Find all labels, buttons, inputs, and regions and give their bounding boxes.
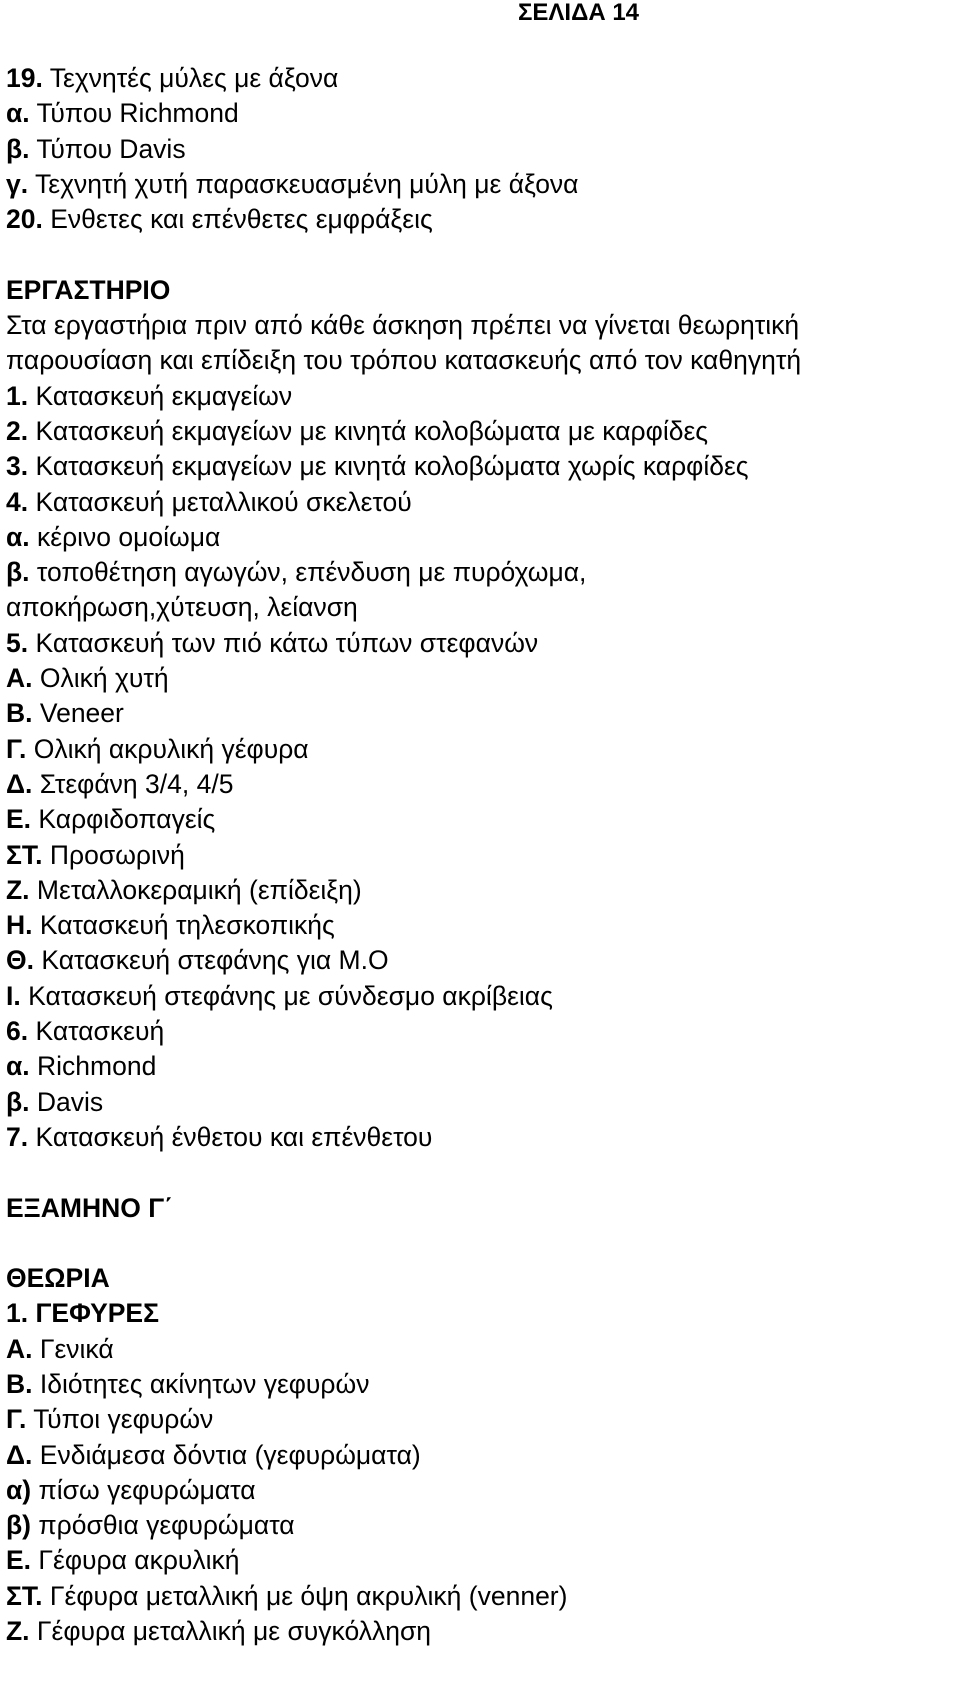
item-number: Θ. [6,945,34,976]
item-text: πίσω γεφυρώματα [31,1474,256,1505]
list-item [6,626,954,661]
list-item [6,555,954,590]
list-item [6,661,954,696]
list-item [6,1367,954,1402]
lab-heading: ΕΡΓΑΣΤΗΡΙΟ [6,274,171,305]
list-item [6,1120,954,1155]
item-text: Στεφάνη 3/4, 4/5 [32,768,234,799]
item-number: 3. [6,451,29,482]
item-number: Γ. [6,1404,27,1435]
item-text: Κατασκευή [28,1016,165,1047]
item-text: Τεχνητή χυτή παρασκευασμένη μύλη με άξονα [28,168,579,199]
item-text: Γέφυρα ακρυλική [31,1545,240,1576]
item-number: Η. [6,910,33,941]
item-number: 20. [6,204,43,235]
spacer [6,1155,954,1190]
list-item [6,132,954,167]
list-item [6,414,954,449]
item-number: Ι. [6,980,21,1011]
item-text: Γέφυρα μεταλλική με συγκόλληση [29,1616,432,1647]
item-text: Ιδιότητες ακίνητων γεφυρών [32,1368,370,1399]
list-item [6,1508,954,1543]
item-text: Τύπου Richmond [29,98,239,129]
item-text: Κατασκευή εκμαγείων με κινητά κολοβώματα χωρίς καρφίδες [28,451,749,482]
item-text: Προσωρινή [42,839,185,870]
item-text: Ενθετες και επένθετες εμφράξεις [42,204,433,235]
item-number: Ε. [6,804,32,835]
item-number: α. [6,1051,30,1082]
theory-heading: ΘΕΩΡΙΑ [6,1263,110,1294]
list-item [6,1473,954,1508]
item-text: Richmond [29,1051,157,1082]
document-body [6,61,954,1649]
item-number: 6. [6,1016,29,1047]
list-item [6,1085,954,1120]
item-number: α. [6,521,30,552]
item-text: κέρινο ομοίωμα [29,521,221,552]
item-number: 4. [6,486,29,517]
item-text: Davis [29,1086,104,1117]
list-item [6,732,954,767]
item-text: Κατασκευή ένθετου και επένθετου [28,1121,433,1152]
list-item [6,1438,954,1473]
list-item [6,449,954,484]
item-text: Κατασκευή στεφάνης με σύνδεσμο ακρίβειας [20,980,553,1011]
bridges-subheading: 1. ΓΕΦΥΡΕΣ [6,1298,160,1329]
semester-heading: ΕΞΑΜΗΝΟ Γ΄ [6,1192,173,1223]
list-item-continuation [6,590,954,625]
item-text: Τύπου Davis [29,133,186,164]
list-item [6,1579,954,1614]
item-text: πρόσθια γεφυρώματα [31,1510,295,1541]
list-item [6,1049,954,1084]
list-item [6,202,954,237]
list-item [6,979,954,1014]
item-number: 1. [6,380,29,411]
list-item [6,943,954,978]
list-item [6,1402,954,1437]
lab-intro-line: παρουσίαση και επίδειξη του τρόπου κατασκευής από τον καθηγητή [6,345,802,376]
list-item [6,96,954,131]
list-item [6,1543,954,1578]
item-number: Β. [6,698,33,729]
lab-intro-line: Στα εργαστήρια πριν από κάθε άσκηση πρέπει να γίνεται θεωρητική [6,310,800,341]
item-text: Κατασκευή τηλεσκοπικής [32,910,335,941]
spacer [6,237,954,272]
item-text: Κατασκευή εκμαγείων με κινητά κολοβώματα με καρφίδες [28,415,709,446]
list-item [6,1332,954,1367]
item-text: Veneer [32,698,124,729]
item-text: Γέφυρα μεταλλική με όψη ακρυλική (venner) [42,1580,568,1611]
item-number: 2. [6,415,29,446]
item-number: β. [6,133,30,164]
item-text: αποκήρωση,χύτευση, λείανση [6,592,358,623]
list-item [6,485,954,520]
item-text: Τεχνητές μύλες με άξονα [42,63,339,93]
item-text: Κατασκευή μεταλλικού σκελετού [28,486,412,517]
item-number: ΣΤ. [6,1580,43,1611]
item-number: Ζ. [6,1616,30,1647]
item-text: Κατασκευή στεφάνης για Μ.Ο [33,945,389,976]
item-text: Τύποι γεφυρών [26,1404,214,1435]
list-item [6,908,954,943]
item-number: γ. [6,168,29,199]
item-number: β. [6,1086,30,1117]
item-number: ΣΤ. [6,839,43,870]
list-item [6,767,954,802]
list-item [6,873,954,908]
item-number: Ζ. [6,874,30,905]
item-number: β. [6,557,30,588]
item-number: α) [6,1474,32,1505]
item-number: 7. [6,1121,29,1152]
item-number: Δ. [6,1439,33,1470]
list-item [6,802,954,837]
list-item [6,379,954,414]
list-item [6,838,954,873]
list-item [6,1014,954,1049]
item-number: Γ. [6,733,27,764]
list-item [6,1614,954,1649]
item-text: Μεταλλοκεραμική (επίδειξη) [29,874,362,905]
list-item [6,696,954,731]
item-text: Ενδιάμεσα δόντια (γεφυρώματα) [32,1439,421,1470]
item-text: Κατασκευή εκμαγείων [28,380,293,411]
spacer [6,1226,954,1261]
item-number: α. [6,98,30,129]
list-item [6,167,954,202]
item-number: 19. [6,63,43,93]
item-text: Γενικά [32,1333,114,1364]
item-number: Β. [6,1368,33,1399]
item-text: Ολική χυτή [32,663,169,694]
item-text: τοποθέτηση αγωγών, επένδυση με πυρόχωμα, [29,557,587,588]
item-number: Δ. [6,768,33,799]
item-number: Ε. [6,1545,32,1576]
item-text: Κατασκευή των πιό κάτω τύπων στεφανών [28,627,539,658]
item-number: 5. [6,627,29,658]
item-text: Καρφιδοπαγείς [31,804,216,835]
item-number: β) [6,1510,31,1541]
page-number: ΣΕΛΙΔΑ 14 [518,0,640,26]
item-number: Α. [6,1333,33,1364]
item-text: Ολική ακρυλική γέφυρα [26,733,309,764]
list-item [6,520,954,555]
item-number: Α. [6,663,33,694]
list-item [6,61,954,96]
